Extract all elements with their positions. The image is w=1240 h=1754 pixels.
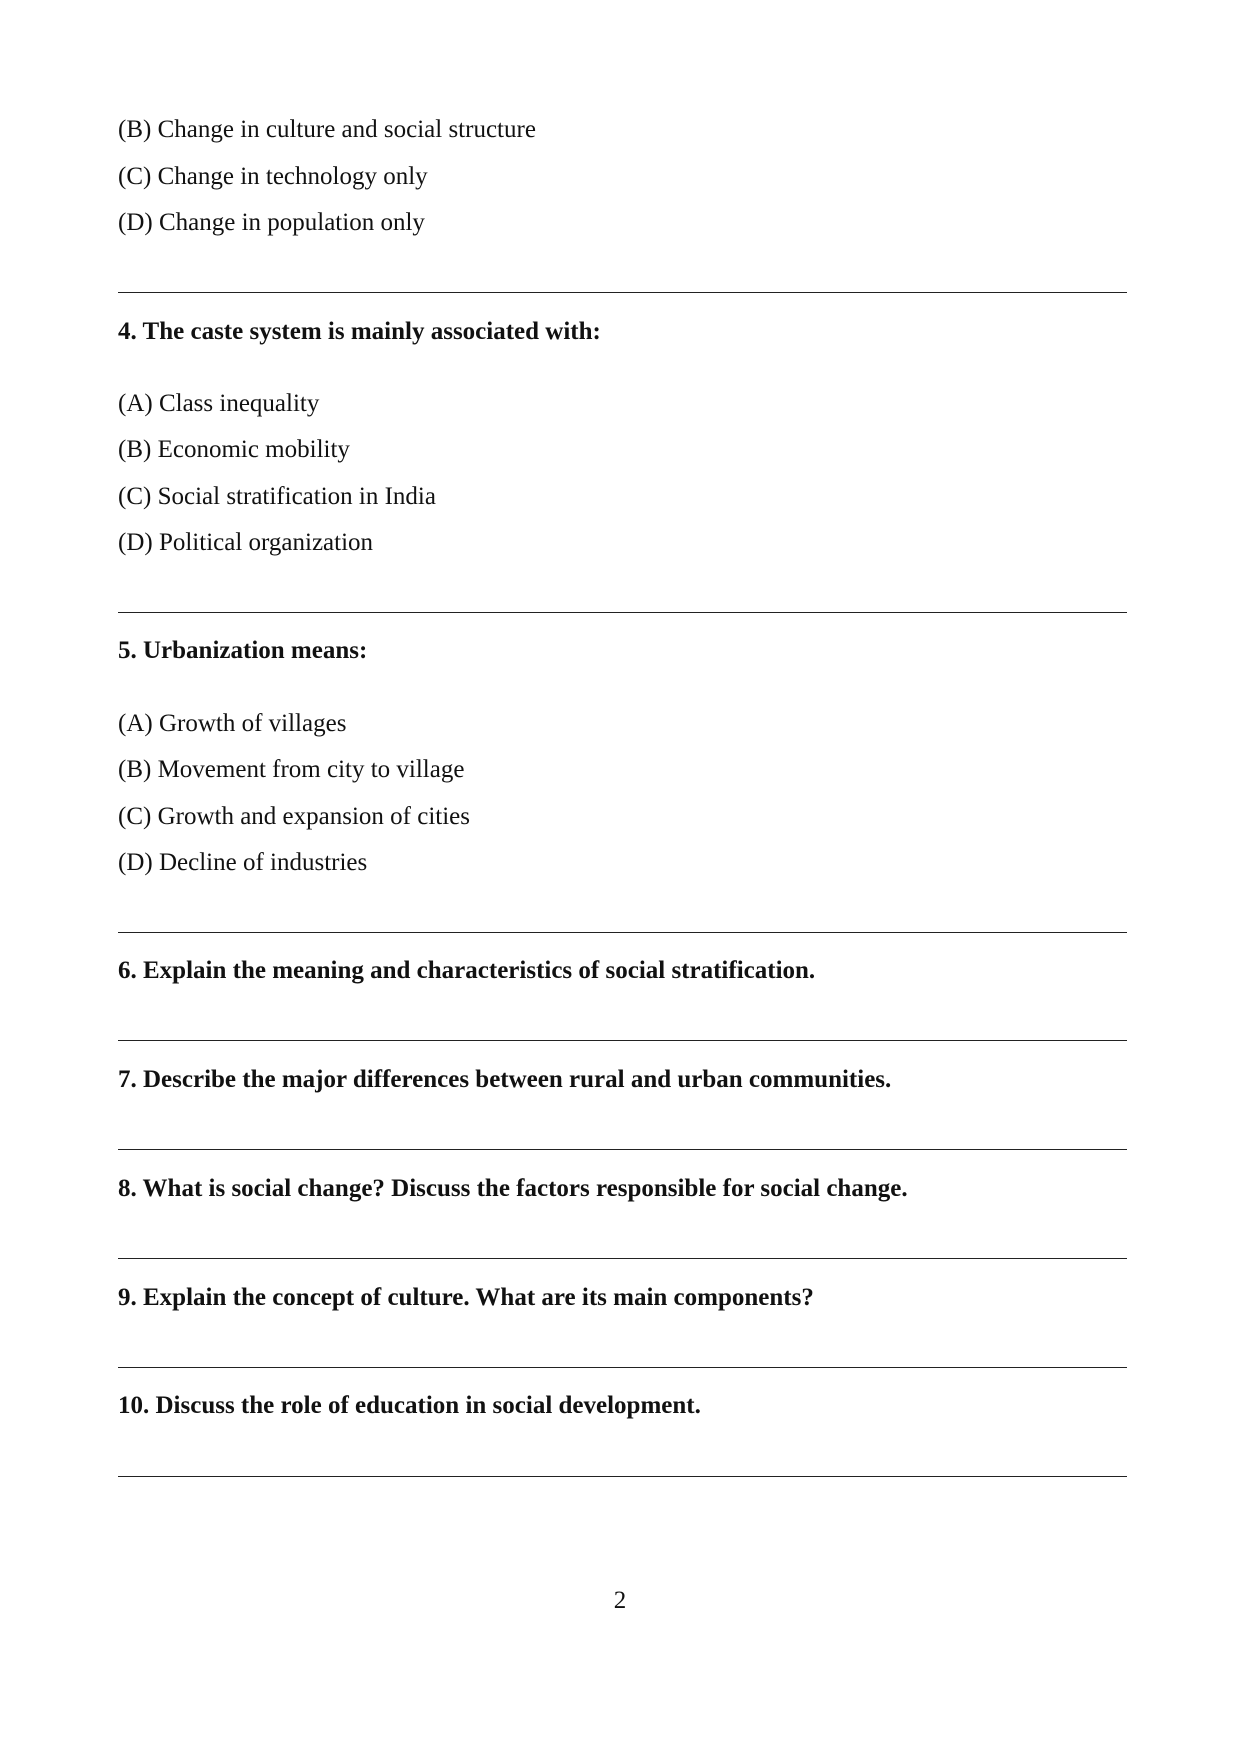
question-6: 6. Explain the meaning and characteristics of social stratification. — [118, 957, 816, 984]
question-8: 8. What is social change? Discuss the factors responsible for social change. — [118, 1175, 908, 1202]
q5-option-b: (B) Movement from city to village — [118, 756, 465, 783]
question-5: 5. Urbanization means: — [118, 637, 368, 664]
question-7: 7. Describe the major differences between rural and urban communities. — [118, 1066, 892, 1093]
divider — [118, 1040, 1127, 1041]
q5-option-a: (A) Growth of villages — [118, 710, 347, 737]
divider — [118, 1149, 1127, 1150]
divider — [118, 292, 1127, 293]
q5-option-d: (D) Decline of industries — [118, 849, 368, 876]
page-number: 2 — [613, 1587, 627, 1614]
q4-option-b: (B) Economic mobility — [118, 436, 350, 463]
question-9: 9. Explain the concept of culture. What are its main components? — [118, 1284, 814, 1311]
option-d: (D) Change in population only — [118, 209, 425, 236]
q5-option-c: (C) Growth and expansion of cities — [118, 803, 471, 830]
q4-option-d: (D) Political organization — [118, 529, 374, 556]
divider — [118, 1258, 1127, 1259]
option-b: (B) Change in culture and social structure — [118, 116, 536, 143]
question-10: 10. Discuss the role of education in social development. — [118, 1392, 701, 1419]
divider — [118, 612, 1127, 613]
divider — [118, 1367, 1127, 1368]
divider — [118, 932, 1127, 933]
option-c: (C) Change in technology only — [118, 163, 428, 190]
q4-option-a: (A) Class inequality — [118, 390, 320, 417]
question-4: 4. The caste system is mainly associated with: — [118, 318, 601, 345]
divider — [118, 1476, 1127, 1477]
q4-option-c: (C) Social stratification in India — [118, 483, 436, 510]
